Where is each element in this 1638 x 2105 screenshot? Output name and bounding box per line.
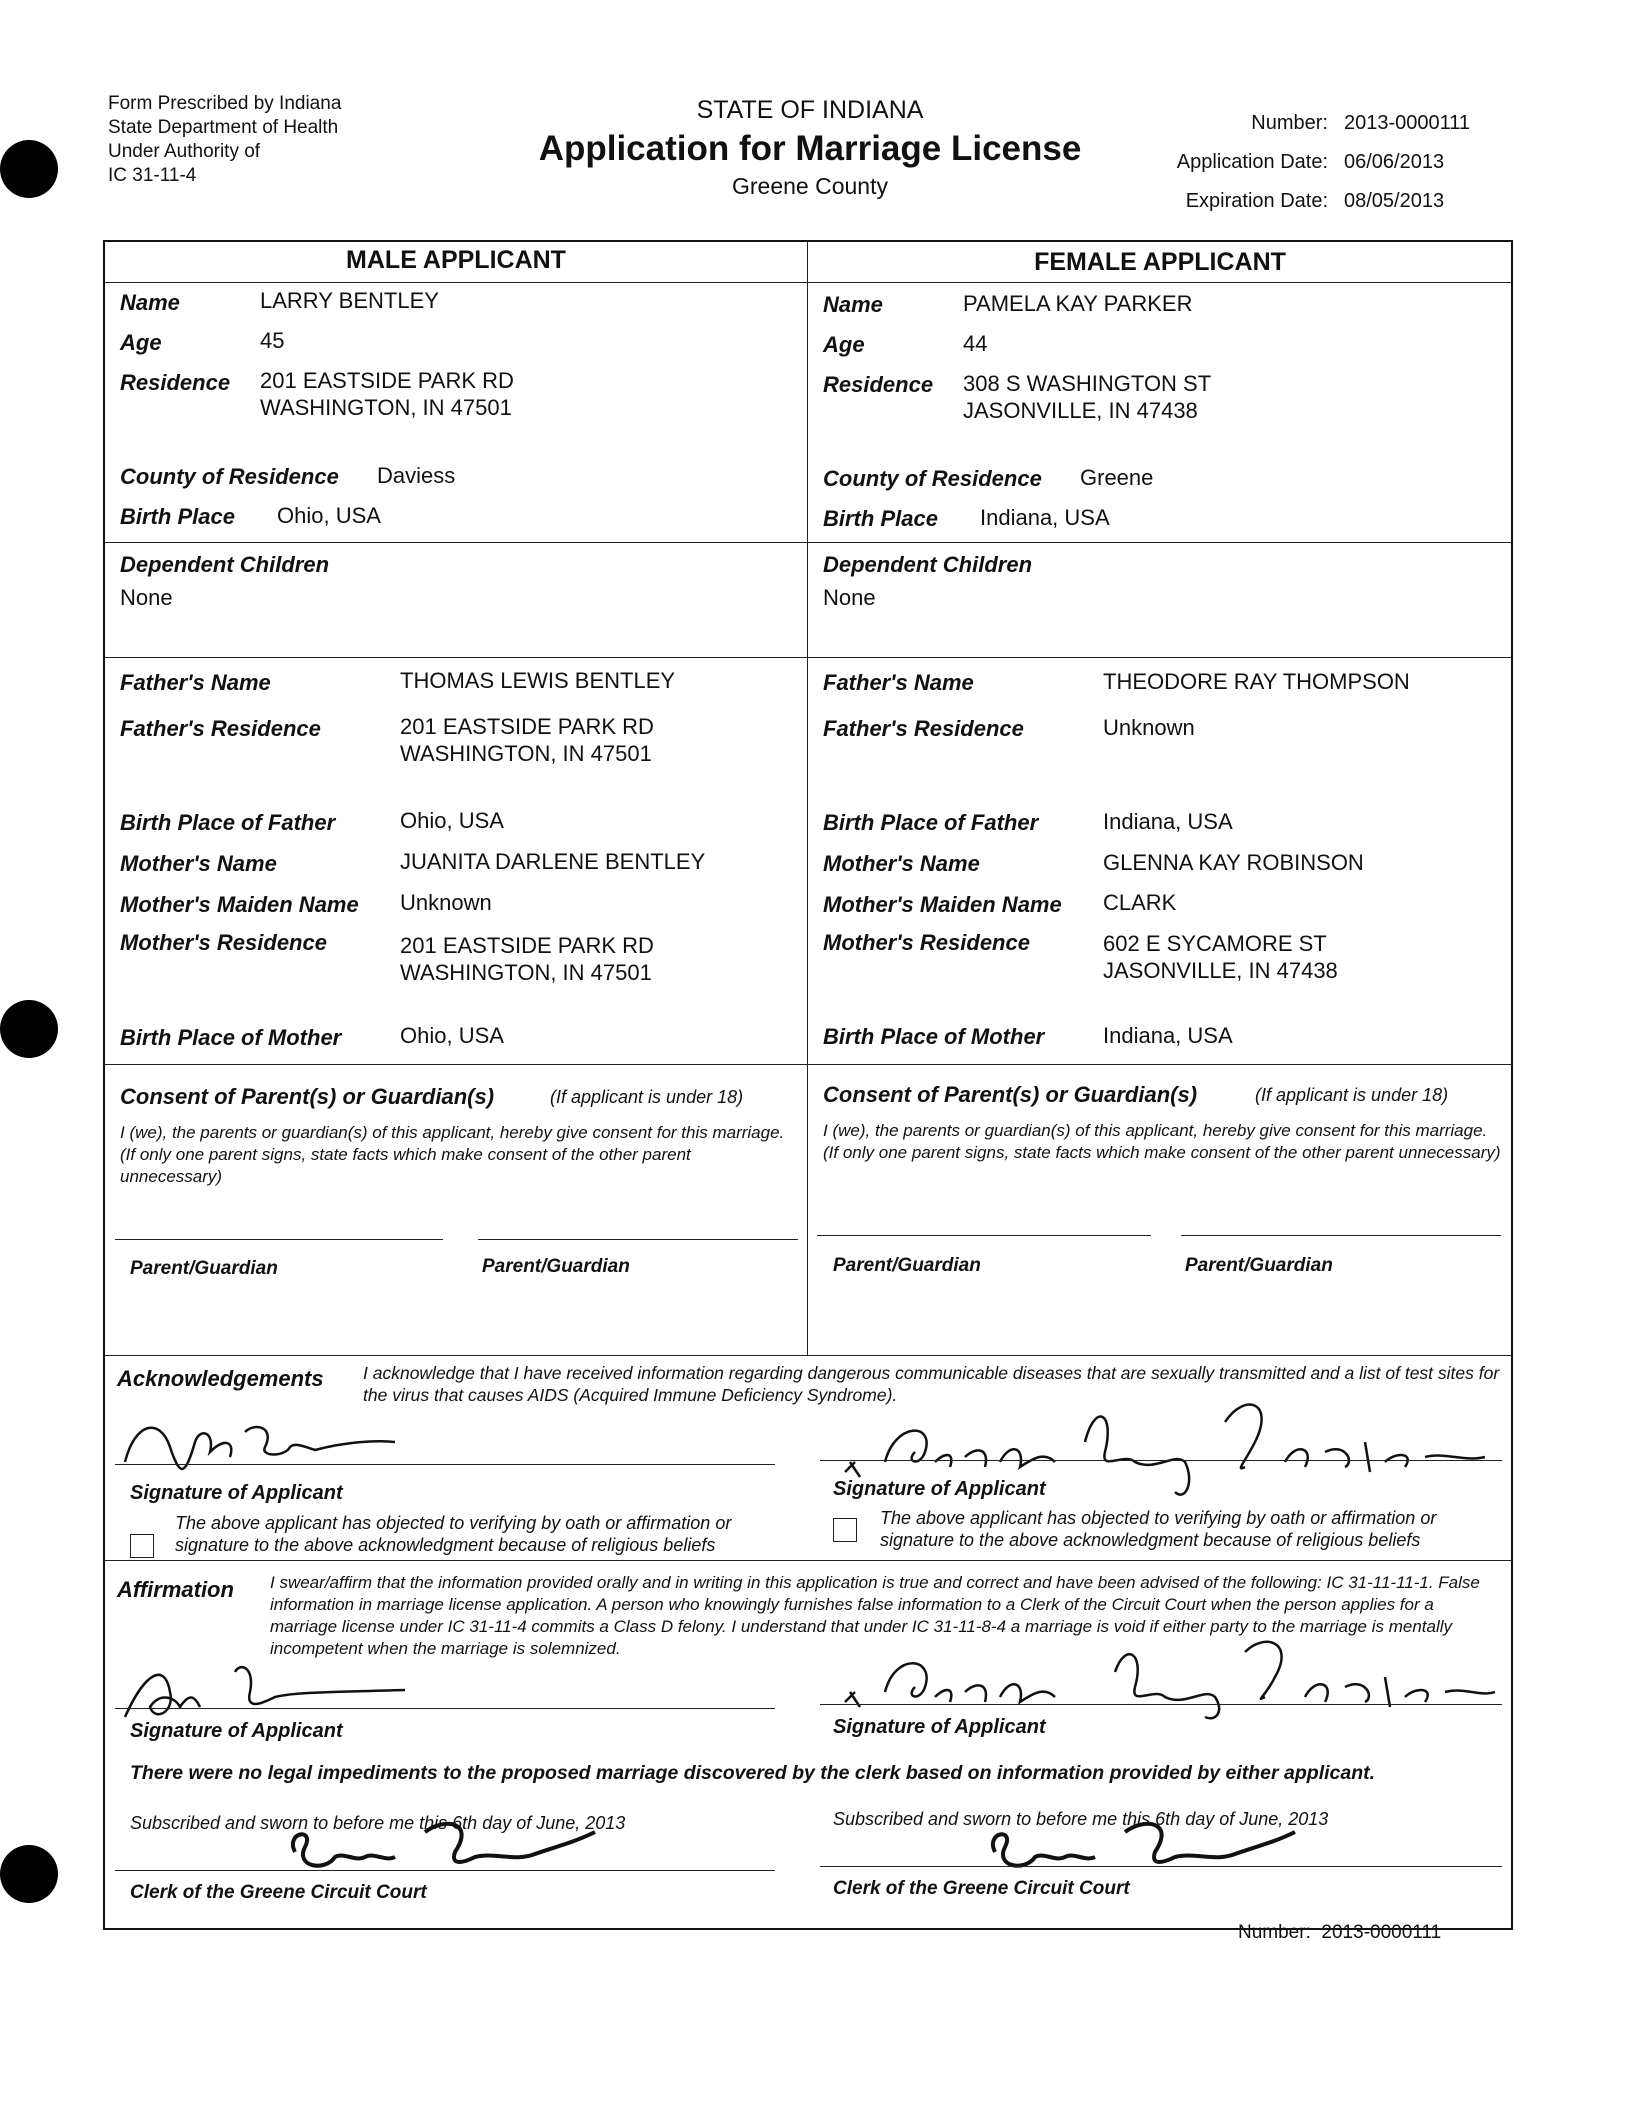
- male-mother-maiden: Unknown: [400, 890, 492, 915]
- female-birth-place: Indiana, USA: [980, 505, 1110, 530]
- no-impediments-statement: There were no legal impediments to the proposed marriage discovered by the clerk based on information provided by either applicant.: [130, 1762, 1376, 1784]
- affirm-text: I swear/affirm that the information provided orally and in writing in this application is true and correct and have been advised of the following: IC 31-11-11-1. False information in marriage license application. A person who knowingly furnishes false information to a Clerk of the Circuit Court when the person applies for a marriage license under IC 31-11-4 commits a Class D felony. I understand that under IC 31-11-8-4 a marriage is void if either party to the marriage is mentally incompetent when the marriage is solemnized.: [270, 1573, 1480, 1658]
- female-name: PAMELA KAY PARKER: [963, 291, 1193, 316]
- license-info: Number: 2013-0000111 Application Date: 06/06/2013 Expiration Date: 08/05/2013: [1110, 104, 1470, 221]
- signature-line: [817, 1235, 1151, 1236]
- male-father-name: THOMAS LEWIS BENTLEY: [400, 668, 676, 693]
- affirm-title: Affirmation: [117, 1577, 234, 1602]
- clerk-signature: [275, 1812, 635, 1882]
- female-age: 44: [963, 331, 988, 356]
- male-dependent-children: None: [120, 585, 173, 610]
- female-residence: 308 S WASHINGTON ST JASONVILLE, IN 47438: [963, 371, 1212, 423]
- consent-title: Consent of Parent(s) or Guardian(s): [120, 1084, 495, 1109]
- clerk-signature: [975, 1812, 1335, 1882]
- male-residence: 201 EASTSIDE PARK RD WASHINGTON, IN 47501: [260, 368, 514, 420]
- ack-title: Acknowledgements: [117, 1366, 324, 1391]
- male-mother-residence: 201 EASTSIDE PARK RD WASHINGTON, IN 47501: [400, 933, 654, 985]
- female-mother-residence: 602 E SYCAMORE ST JASONVILLE, IN 47438: [1103, 931, 1338, 983]
- application-form: MALE APPLICANT FEMALE APPLICANT Name LARRY BENTLEY Age 45 Residence 201 EASTSIDE PARK RD WASHINGTON, IN 47501 County of Residence Daviess Birth Place Ohio, USA Dependent Children None Father's Name THOMAS LEWIS BENTLEY Father's Residence 201 EASTSIDE PARK RD WASHINGTON, IN 47501 Birth Place of Father Ohio, USA Mother's Name JUANITA DARLENE BENTLEY Mother's Maiden Name Unknown Mother's Residence 201 EASTSIDE PARK RD WASHINGTON, IN 47501 Birth Place of Mother Ohio, USA Name PAMELA KAY PARKER Age 44 Residence 308 S WASHINGTON ST JASONVILLE, IN 47438 County of Residence Greene Birth Place Indiana, USA Dependent Children None Father's Name THEODORE RAY THOMPSON Father's Residence Unknown Birth Place of Father Indiana, USA Mother's Name GLENNA KAY ROBINSON Mother's Maiden Name CLARK Mother's Residence 602 E SYCAMORE ST JASONVILLE, IN 47438 Birth Place of Mother Indiana, USA Consent of Parent(s) or Guardian(s) (If applicant is under 18) I (we), the parents or guardian(s) of this applicant, hereby give consent for this marriage. (If only one parent signs, state facts which make consent of the other parent unnecessary) Parent/Guardian Parent/Guardian Consent of Parent(s) or Guardian(s) (If applicant is under 18) I (we), the parents or guardian(s) of this applicant, hereby give consent for this marriage. (If only one parent signs, state facts which make consent of the other parent unnecessary) Parent/Guardian Parent/Guardian Acknowledgements I acknowledge that I have received information regarding dangerous communicable diseases that are sexually transmitted and a list of test sites for the virus that causes AIDS (Acquired Immune Deficiency Syndrome). Signature of Applicant The above applicant has objected to verifying by oath or affirmation or signature to the above acknowledgment because of religious beliefs Signature of Applicant The above applicant has objected to verifying by oath or affirmation or signature to the above acknowledgment because of religious beliefs Affirmation I swear/affirm that the information provided orally and in writing in this application is true and correct and have been advised of the following: IC 31-11-11-1. False information in marriage license application. A person who knowingly furnishes false information to a Clerk of the Circuit Court when the person applies for a marriage license under IC 31-11-4 commits a Class D felony. I understand that under IC 31-11-8-4 a marriage is void if either party to the marriage is mentally incompetent when the marriage is solemnized. Signature of Applicant Signature of Applicant There were no legal impediments to the proposed marriage discovered by the clerk based on information provided by either applicant. Subscribed and sworn to before me this 6th day of June, 2013 Clerk of the Greene Circuit Court Subscribed and sworn to before me this 6th day of June, 2013 Clerk of the Greene Circuit Court: [103, 240, 1513, 1930]
- punch-hole: [0, 1845, 58, 1903]
- signature-line: [820, 1460, 1502, 1461]
- male-mother-name: JUANITA DARLENE BENTLEY: [400, 849, 706, 874]
- county-title: Greene County: [732, 173, 888, 199]
- signature-line: [115, 1708, 775, 1709]
- male-county: Daviess: [377, 463, 456, 488]
- license-number: 2013-0000111: [1344, 112, 1471, 134]
- signature-line: [1181, 1235, 1501, 1236]
- subscribed-text: Subscribed and sworn to before me this 6th day of June, 2013: [833, 1809, 1329, 1829]
- signature-line: [115, 1239, 443, 1240]
- male-signature-ack: [115, 1402, 415, 1482]
- expiration-date: 08/05/2013: [1344, 190, 1445, 212]
- male-father-residence: 201 EASTSIDE PARK RD WASHINGTON, IN 47501: [400, 714, 654, 766]
- female-signature-affirm: [825, 1632, 1505, 1722]
- male-age: 45: [260, 328, 285, 353]
- signature-line: [478, 1239, 798, 1240]
- divider: [105, 1560, 1511, 1561]
- consent-title: Consent of Parent(s) or Guardian(s): [823, 1082, 1198, 1107]
- punch-hole: [0, 1000, 58, 1058]
- page-title: Application for Marriage License: [538, 129, 1082, 168]
- divider: [105, 282, 1511, 283]
- form-title-block: [470, 96, 1150, 200]
- female-birth-mother: Indiana, USA: [1103, 1023, 1233, 1048]
- male-birth-mother: Ohio, USA: [400, 1023, 504, 1048]
- male-birth-father: Ohio, USA: [400, 808, 504, 833]
- male-name: LARRY BENTLEY: [260, 288, 439, 313]
- female-heading: FEMALE APPLICANT: [1034, 248, 1286, 276]
- divider: [105, 657, 1511, 658]
- consent-text: I (we), the parents or guardian(s) of this applicant, hereby give consent for this marriage. (If only one parent signs, state facts which make consent of the other parent unnecessary): [823, 1121, 1501, 1162]
- female-father-residence: Unknown: [1103, 715, 1195, 740]
- footer-number: Number: 2013-0000111: [1238, 1922, 1442, 1943]
- objection-checkbox[interactable]: [130, 1534, 154, 1558]
- signature-line: [820, 1866, 1502, 1867]
- female-mother-maiden: CLARK: [1103, 890, 1177, 915]
- female-dependent-children: None: [823, 585, 876, 610]
- column-divider: [807, 242, 808, 1355]
- consent-text: I (we), the parents or guardian(s) of this applicant, hereby give consent for this marriage. (If only one parent signs, state facts which make consent of the other parent unnecessary): [120, 1123, 785, 1186]
- form-authority: Form Prescribed by Indiana State Department of Health Under Authority of IC 31-11-4: [108, 93, 342, 186]
- application-date: 06/06/2013: [1344, 151, 1445, 173]
- divider: [105, 1064, 1511, 1065]
- female-mother-name: GLENNA KAY ROBINSON: [1103, 850, 1364, 875]
- subscribed-text: Subscribed and sworn to before me this 6th day of June, 2013: [130, 1813, 626, 1833]
- punch-hole: [0, 140, 58, 198]
- divider: [105, 542, 1511, 543]
- male-birth-place: Ohio, USA: [277, 503, 381, 528]
- signature-line: [820, 1704, 1502, 1705]
- female-birth-father: Indiana, USA: [1103, 809, 1233, 834]
- female-county: Greene: [1080, 465, 1154, 490]
- signature-line: [115, 1464, 775, 1465]
- objection-checkbox[interactable]: [833, 1518, 857, 1542]
- divider: [105, 1355, 1511, 1356]
- ack-text: I acknowledge that I have received information regarding dangerous communicable diseases that are sexually transmitted and a list of test sites for the virus that causes AIDS (Acquired Immune Deficiency Syndrome).: [363, 1363, 1500, 1405]
- state-title: STATE OF INDIANA: [696, 96, 924, 124]
- male-heading: MALE APPLICANT: [346, 246, 566, 274]
- female-father-name: THEODORE RAY THOMPSON: [1103, 669, 1410, 694]
- signature-line: [115, 1870, 775, 1871]
